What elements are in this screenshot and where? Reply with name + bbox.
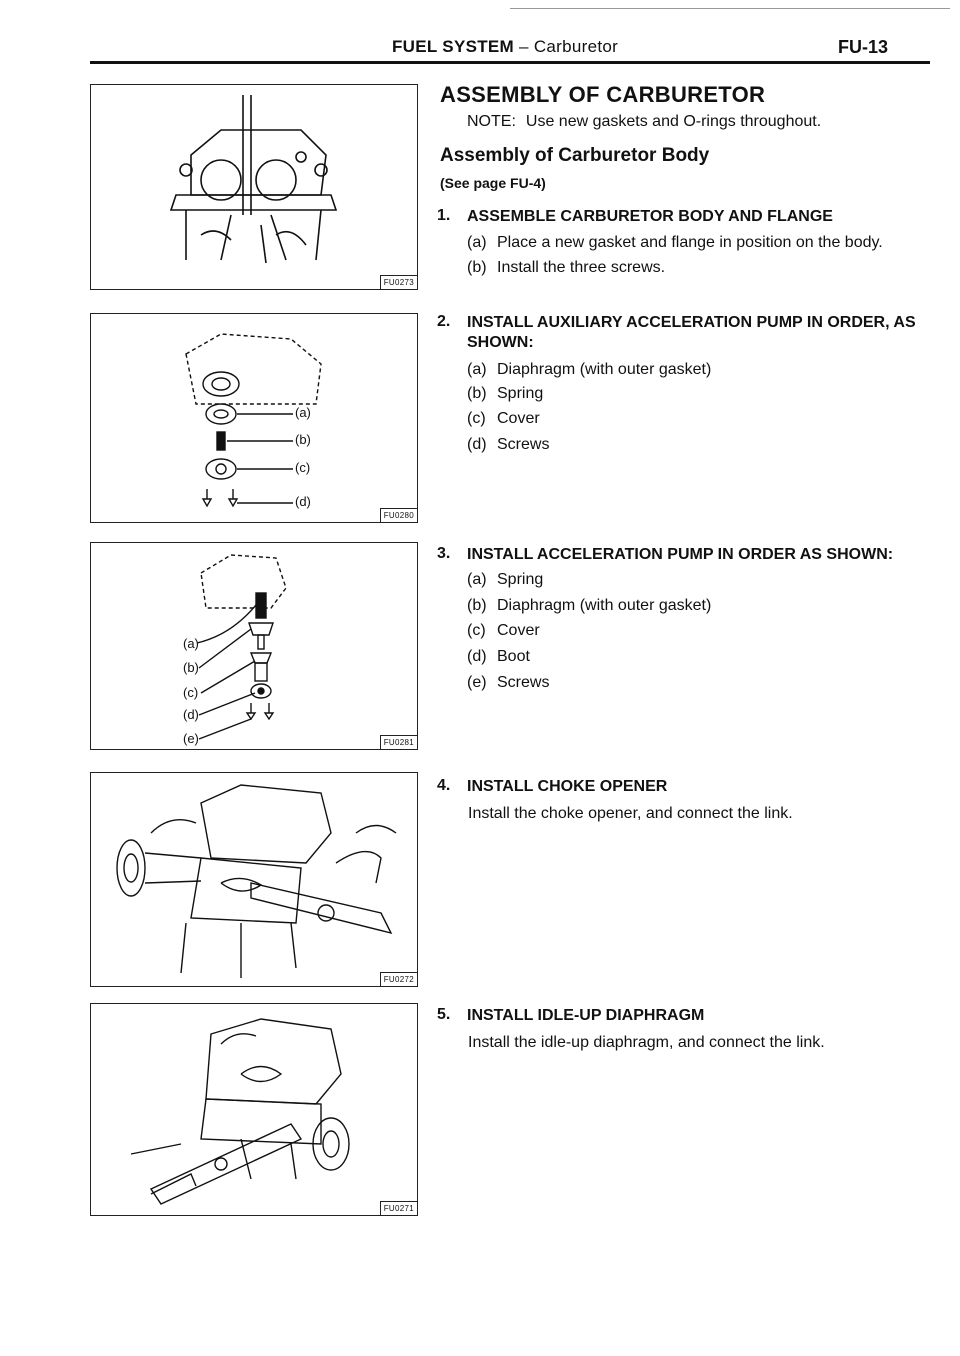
step-4-body: Install the choke opener, and connect the link. [468, 805, 793, 822]
callout-a: (a) [183, 636, 199, 651]
step-3-item [467, 648, 530, 666]
figure-code: FU0272 [380, 972, 417, 986]
item-text: Screws [497, 436, 550, 453]
item-text: Diaphragm (with outer gasket) [497, 361, 712, 378]
item-mark: (d) [467, 436, 487, 453]
item-mark: (e) [467, 674, 487, 691]
step-number: 5. [437, 1006, 451, 1023]
header-subsection-name: – Carburetor [514, 37, 619, 56]
subsection-title: Assembly of Carburetor Body [440, 145, 710, 166]
step-1-item [467, 234, 883, 252]
item-mark: (b) [467, 385, 487, 402]
item-text: Cover [497, 622, 540, 639]
callout-b: (b) [295, 432, 311, 447]
page-number: FU-13 [838, 37, 889, 57]
step-3-item [467, 597, 711, 615]
item-mark: (b) [467, 597, 487, 614]
step-3-item [467, 622, 540, 640]
step-5-body: Install the idle-up diaphragm, and connect the link. [468, 1034, 825, 1051]
item-text: Diaphragm (with outer gasket) [497, 597, 712, 614]
item-text: Spring [497, 571, 544, 588]
figure-code: FU0281 [380, 735, 417, 749]
step-2-item [467, 436, 549, 454]
figure-acceleration-pump [90, 542, 418, 750]
item-mark: (a) [467, 234, 487, 251]
figure-idle-up-diaphragm [90, 1003, 418, 1216]
note [467, 113, 821, 131]
figure-carburetor-body-flange [90, 84, 418, 290]
header-section-name: FUEL SYSTEM [392, 37, 515, 56]
step-title: INSTALL ACCELERATION PUMP IN ORDER AS SHOWN: [467, 546, 894, 563]
item-text: Boot [497, 648, 530, 665]
step-title: ASSEMBLE CARBURETOR BODY AND FLANGE [467, 208, 833, 225]
callout-c: (c) [183, 685, 199, 700]
item-text: Cover [497, 410, 540, 427]
accel-pump-exploded-illustration [91, 543, 417, 749]
step-number: 3. [437, 545, 451, 562]
callout-d: (d) [183, 707, 199, 722]
item-mark: (c) [467, 622, 486, 639]
figure-code: FU0280 [380, 508, 417, 522]
step-1-item [467, 259, 665, 277]
step-3-item [467, 571, 543, 589]
carburetor-body-illustration [91, 85, 417, 289]
page-reference: (See page FU-4) [440, 175, 546, 191]
step-5-heading [437, 1006, 937, 1026]
step-3-heading [437, 545, 937, 565]
callout-a: (a) [295, 405, 311, 420]
header-rule [90, 61, 930, 64]
aux-pump-exploded-illustration [91, 314, 417, 522]
callout-b: (b) [183, 660, 199, 675]
step-2-item [467, 385, 543, 403]
section-title: ASSEMBLY OF CARBURETOR [440, 82, 766, 107]
item-text: Screws [497, 674, 550, 691]
item-mark: (a) [467, 361, 487, 378]
step-title: INSTALL CHOKE OPENER [467, 778, 668, 795]
header-top-rule [510, 8, 950, 9]
step-1-heading [437, 207, 937, 227]
step-2-item [467, 361, 711, 379]
figure-code: FU0271 [380, 1201, 417, 1215]
running-header [392, 37, 618, 57]
choke-opener-illustration [91, 773, 417, 986]
item-mark: (c) [467, 410, 486, 427]
step-3-item [467, 674, 549, 692]
step-2-item [467, 410, 540, 428]
step-title: INSTALL AUXILIARY ACCELERATION PUMP IN ORDER, AS SHOWN: [467, 314, 916, 351]
figure-code: FU0273 [380, 275, 417, 289]
callout-d: (d) [295, 494, 311, 509]
item-mark: (a) [467, 571, 487, 588]
note-label: NOTE: [467, 113, 516, 130]
item-text: Install the three screws. [497, 259, 666, 276]
step-title: INSTALL IDLE-UP DIAPHRAGM [467, 1007, 705, 1024]
callout-c: (c) [295, 460, 311, 475]
step-4-heading [437, 777, 937, 797]
step-number: 2. [437, 313, 451, 330]
step-number: 1. [437, 207, 451, 224]
item-text: Place a new gasket and flange in position on the body. [497, 234, 883, 251]
item-text: Spring [497, 385, 544, 402]
note-text: Use new gaskets and O-rings throughout. [525, 113, 822, 130]
figure-choke-opener [90, 772, 418, 987]
callout-e: (e) [183, 731, 199, 746]
item-mark: (b) [467, 259, 487, 276]
step-number: 4. [437, 777, 451, 794]
figure-auxiliary-acceleration-pump [90, 313, 418, 523]
item-mark: (d) [467, 648, 487, 665]
step-2-heading [437, 313, 937, 353]
idle-up-diaphragm-illustration [91, 1004, 417, 1215]
